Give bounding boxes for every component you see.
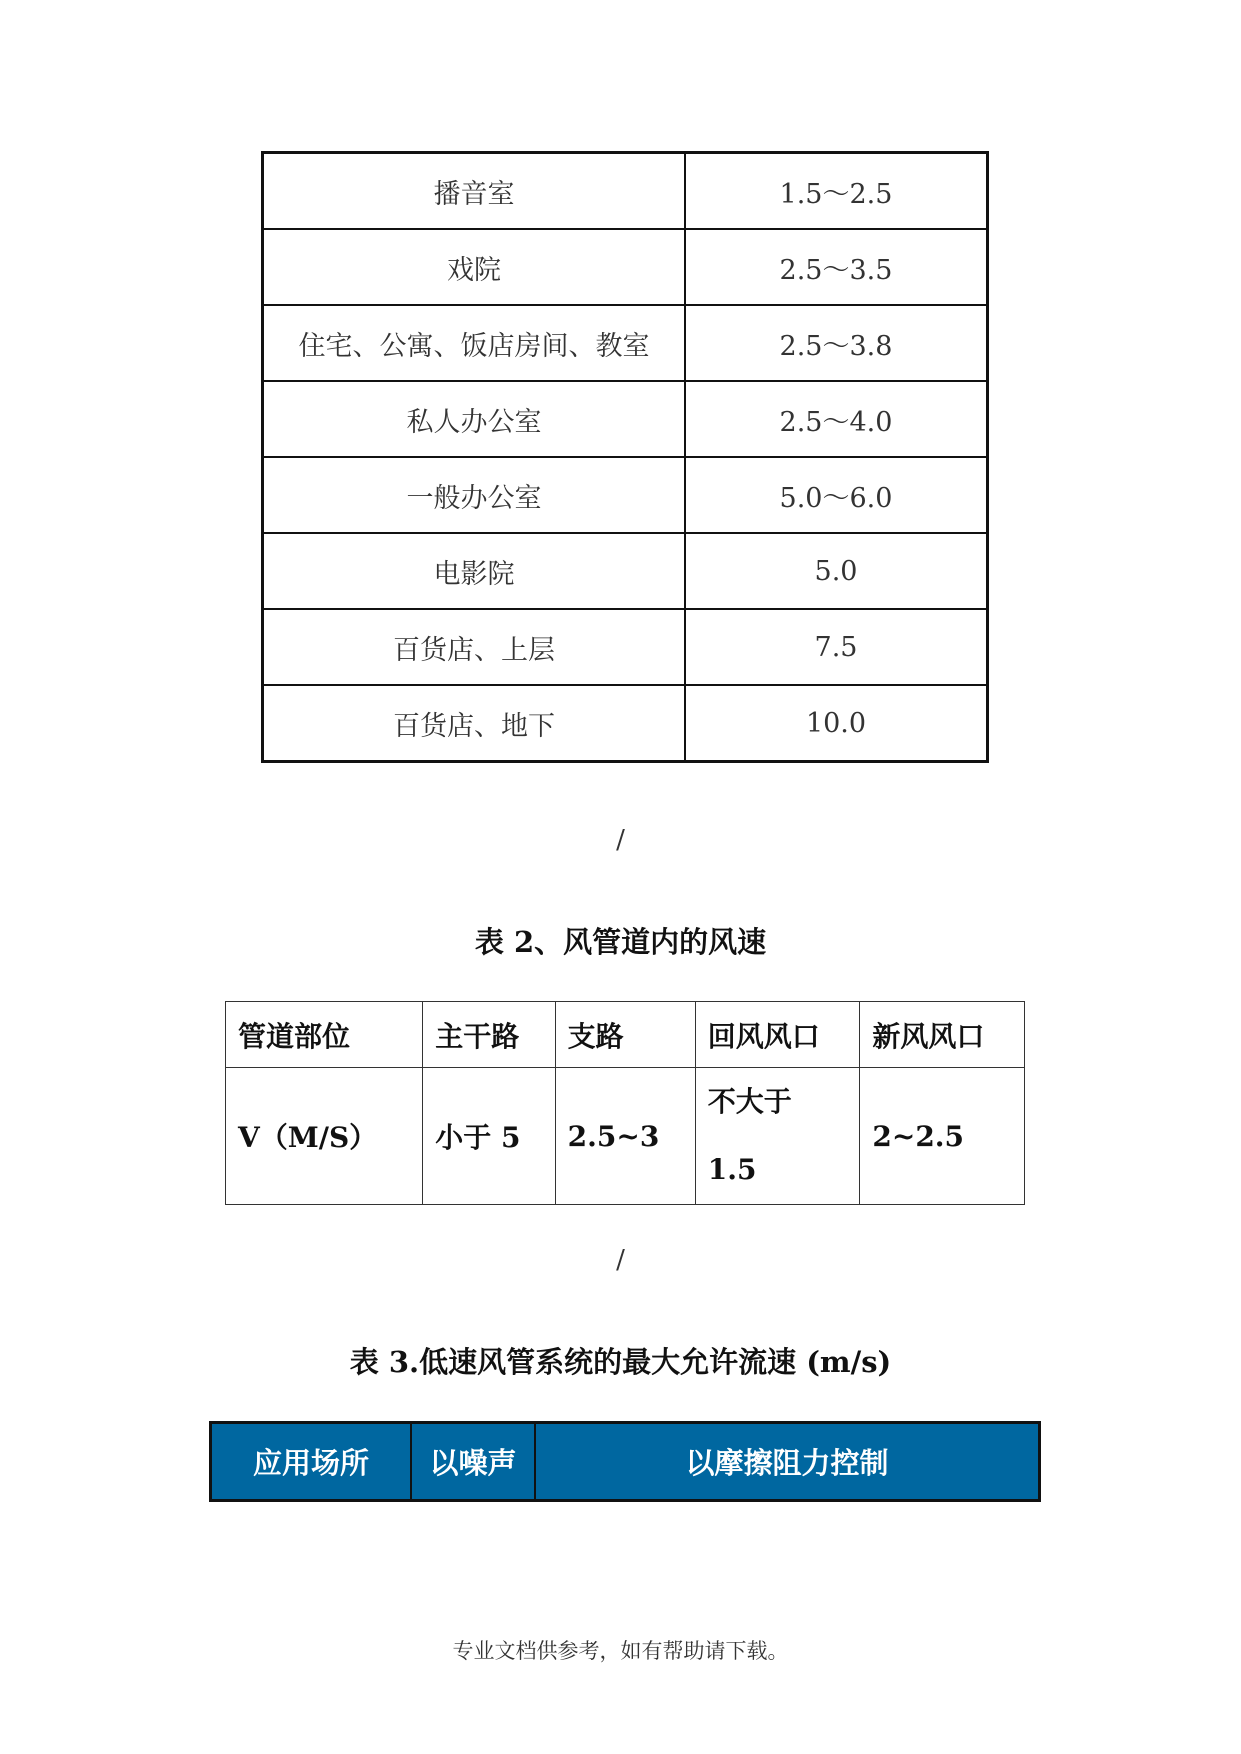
return-air-line1: 不大于 [707,1085,792,1118]
header-cell: 管道部位 [226,1002,423,1068]
table-row [263,609,988,685]
header-cell: 支路 [555,1002,695,1068]
place-cell: 住宅、公寓、饭店房间、教室 [263,305,686,381]
main-duct-cell: 小于 5 [423,1068,555,1205]
page-footer: 专业文档供参考，如有帮助请下载。 [452,1639,789,1663]
speed-cell: 5.0 [685,533,988,609]
place-cell: 戏院 [263,229,686,305]
table-row [263,229,988,305]
header-cell: 以噪声 [411,1423,535,1501]
return-air-cell [695,1068,860,1205]
speed-cell: 7.5 [685,609,988,685]
table-header-row [211,1423,1040,1501]
speed-cell: 10.0 [685,685,988,762]
header-cell: 主干路 [423,1002,555,1068]
table-header-row [226,1002,1025,1068]
place-cell: 百货店、地下 [263,685,686,762]
branch-duct-cell: 2.5~3 [555,1068,695,1205]
table-row [263,305,988,381]
table-room-air-speed [261,151,989,763]
return-air-line2: 1.5 [707,1153,757,1186]
header-cell: 回风风口 [695,1002,860,1068]
speed-cell: 2.5～3.5 [685,229,988,305]
table-row [263,153,988,230]
table-low-speed-duct [209,1421,1041,1502]
speed-cell: 5.0～6.0 [685,457,988,533]
header-cell: 应用场所 [211,1423,412,1501]
separator-slash: / [616,825,625,855]
table-row [263,457,988,533]
header-cell: 以摩擦阻力控制 [535,1423,1040,1501]
place-cell: 一般办公室 [263,457,686,533]
table2-title: 表 2、风管道内的风速 [474,925,767,959]
table-row [226,1068,1025,1205]
speed-cell: 2.5～4.0 [685,381,988,457]
table3-title: 表 3.低速风管系统的最大允许流速 (m/s) [349,1345,892,1379]
table-row [263,381,988,457]
header-cell: 新风风口 [860,1002,1025,1068]
table-duct-air-speed [225,1001,1025,1205]
place-cell: 私人办公室 [263,381,686,457]
speed-cell: 2.5～3.8 [685,305,988,381]
speed-cell: 1.5～2.5 [685,153,988,230]
separator-slash: / [616,1245,625,1275]
place-cell: 百货店、上层 [263,609,686,685]
table-row [263,685,988,762]
place-cell: 播音室 [263,153,686,230]
row-label-cell: V（M/S） [226,1068,423,1205]
fresh-air-cell: 2~2.5 [860,1068,1025,1205]
place-cell: 电影院 [263,533,686,609]
table-row [263,533,988,609]
